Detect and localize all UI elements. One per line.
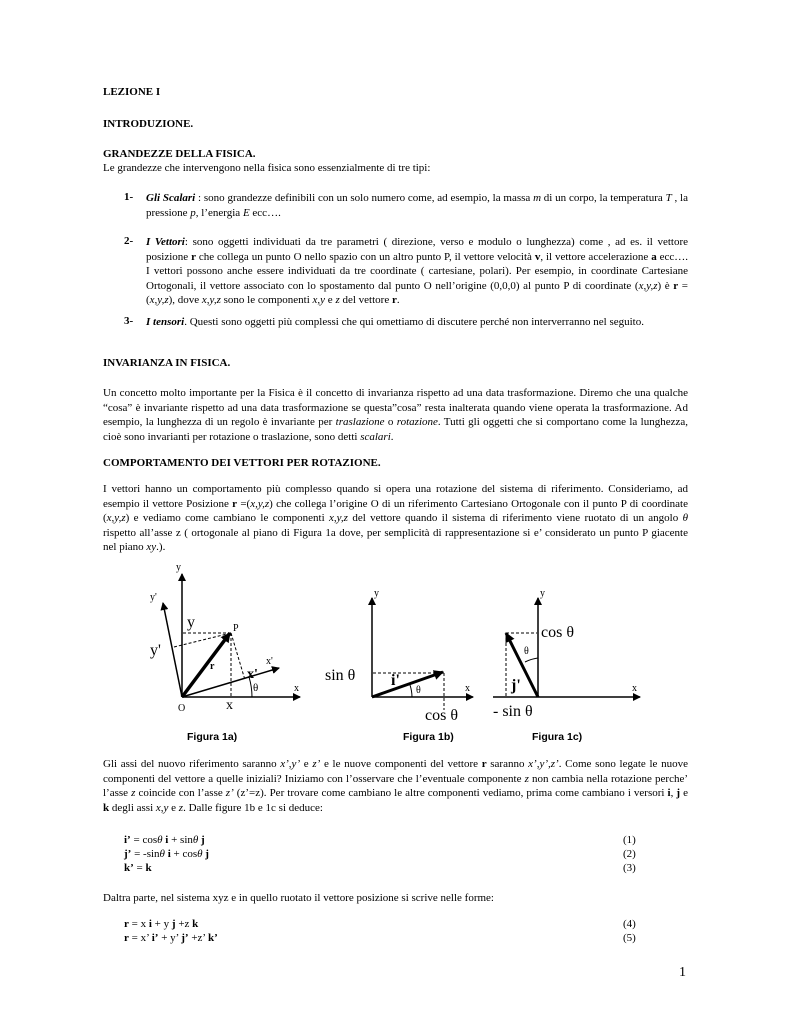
paragraph-rotazione: I vettori hanno un comportamento più complesso quando si opera una rotazione del sistema di riferimento. Consideriamo, ad esempio il vettore Posizione r =(x,y,z) che collega l’origine O di un riferimento Cartesiano Ortogonale con il punto P di coordinate (x,y,z) e vediamo come cambiano le componenti x,y,z del vettore quando il sistema di riferimento viene ruotato di un angolo θ rispetto all’asse z ( ortogonale al piano di Figura 1a dove, per semplicità di rappresentazione si e’ considerato un punto P giacente nel piano xy.). bbox=[103, 483, 689, 554]
intro-line: Le grandezze che intervengono nella fisica sono essenzialmente di tre tipi: bbox=[103, 162, 431, 174]
fig1a-theta-label: θ bbox=[253, 682, 259, 694]
equations-intro: Daltra parte, nel sistema xyz e in quello ruotato il vettore posizione si scrive nelle forme: bbox=[103, 892, 494, 904]
fig1b-x-axis-label: x bbox=[465, 683, 470, 694]
equation-1-number: (1) bbox=[623, 834, 636, 846]
paragraph-invarianza: Un concetto molto importante per la Fisica è il concetto di invarianza rispetto ad una data trasformazione. Diremo che una qualche “cosa” è invariante rispetto ad una data trasformazione se questa”cosa” resta inalterata quando viene operata la trasformazione. Ad esempio, la lunghezza di un regolo è invariante per traslazione o rotazione. Tutti gli oggetti che si comportano come la lunghezza, cioè sono invarianti per rotazione o traslazione, sono detti scalari. bbox=[103, 387, 689, 443]
fig1b-theta-arc bbox=[410, 685, 412, 697]
fig1c-x-axis-label: x bbox=[632, 683, 637, 694]
fig1a-y-prime-axis-label: y' bbox=[150, 592, 157, 603]
equation-2-number: (2) bbox=[623, 848, 636, 860]
fig1a-x-prime-axis-label: x' bbox=[266, 656, 273, 667]
fig1b-y-axis-label: y bbox=[374, 588, 379, 599]
fig1a-y-comp-label: y bbox=[187, 614, 195, 631]
heading-introduzione: INTRODUZIONE. bbox=[103, 118, 194, 130]
fig1a-y-prime-axis bbox=[163, 603, 182, 697]
fig1a-r-label: r bbox=[210, 661, 215, 672]
item-3-title: I tensori bbox=[146, 316, 185, 328]
equation-4-number: (4) bbox=[623, 918, 636, 930]
equation-4: r = x i + y j +z k bbox=[124, 918, 199, 930]
item-2-text: I Vettori: sono oggetti individuati da tre parametri ( direzione, verso e modulo o lunghezza) come , ad es. il vettore posizione r che collega un punto O nello spazio con un altro punto P, il vettore velocità v, il vettore accelerazione a ecc…. I vettori possono anche essere individuati da tre coordinate ( cartesiane, polari). Per esempio, in coordinate Cartesiane Ortogonali, il vettore associato con lo spostamento dal punto O nell’origine (0,0,0) al punto P di coordinate (x,y,z) è r =(x,y,z), dove x,y,z sono le componenti x,y e z del vettore r. bbox=[146, 236, 688, 307]
equation-5: r = x’ i’ + y’ j’ +z’ k’ bbox=[124, 932, 218, 944]
fig1a-O-label: O bbox=[178, 703, 186, 714]
fig1a-x-prime-comp-label: x' bbox=[247, 667, 258, 682]
heading-comportamento: COMPORTAMENTO DEI VETTORI PER ROTAZIONE. bbox=[103, 457, 381, 469]
fig1c-j-prime-label: j' bbox=[511, 677, 521, 694]
equation-3: k’ = k bbox=[124, 862, 152, 874]
fig1b-cos-label: cos θ bbox=[425, 707, 458, 724]
caption-fig-1a: Figura 1a) bbox=[187, 731, 238, 743]
figure-1c bbox=[493, 588, 640, 720]
fig1c-theta-label: θ bbox=[524, 646, 529, 657]
fig1b-theta-label: θ bbox=[416, 685, 421, 696]
item-1-number: 1- bbox=[124, 191, 134, 203]
fig1a-P-label: P bbox=[233, 623, 239, 634]
fig1a-x-prime-axis bbox=[182, 668, 279, 697]
heading-lezione: LEZIONE I bbox=[103, 86, 161, 98]
item-3-text: I tensori. Questi sono oggetti più complessi che qui omettiamo di discutere perché non interverranno nel seguito. bbox=[146, 316, 644, 328]
caption-fig-1b: Figura 1b) bbox=[403, 731, 454, 743]
fig1b-i-prime-vector bbox=[372, 672, 443, 697]
page-number: 1 bbox=[679, 965, 686, 980]
fig1c-theta-arc bbox=[525, 658, 538, 662]
fig1a-dash-xprime bbox=[231, 633, 245, 680]
item-2-number: 2- bbox=[124, 235, 134, 247]
item-1-text: Gli Scalari : sono grandezze definibili con un solo numero come, ad esempio, la massa m di un corpo, la temperatura T , la pressione p, l’energia E ecc…. bbox=[146, 192, 688, 219]
figure-1a bbox=[150, 562, 300, 714]
equation-1: i’ = cosθ i + sinθ j bbox=[124, 834, 205, 846]
fig1a-r-vector bbox=[182, 633, 230, 697]
fig1b-sin-label: sin θ bbox=[325, 667, 356, 684]
fig1a-y-axis-label: y bbox=[176, 562, 181, 573]
heading-grandezze: GRANDEZZE DELLA FISICA. bbox=[103, 148, 256, 160]
caption-fig-1c: Figura 1c) bbox=[532, 731, 583, 743]
paragraph-assi: Gli assi del nuovo riferimento saranno x’,y’ e z’ e le nuove componenti del vettore r saranno x’,y’,z’. Come sono legate le nuove componenti del vettore a quelle iniziali? Iniziamo con l’osservare che l’eventuale componente z non cambia nella rotazione perche’ l’asse z coincide con l’asse z’ (z’=z). Per trovare come cambiano le altre componenti vediamo, prima come cambiano i versori i, j e k degli assi x,y e z. Dalle figure 1b e 1c si deduce: bbox=[103, 758, 689, 814]
fig1c-cos-label: cos θ bbox=[541, 624, 574, 641]
fig1b-i-prime-label: i' bbox=[391, 672, 400, 689]
fig1a-x-axis-label: x bbox=[294, 683, 299, 694]
item-3-number: 3- bbox=[124, 315, 134, 327]
fig1c-y-axis-label: y bbox=[540, 588, 545, 599]
fig1c-neg-sin-label: - sin θ bbox=[493, 703, 533, 720]
fig1a-y-prime-comp-label: y' bbox=[150, 642, 161, 659]
figure-1b bbox=[325, 588, 473, 724]
item-1-title: Gli Scalari bbox=[146, 192, 196, 204]
equation-3-number: (3) bbox=[623, 862, 636, 874]
heading-invarianza: INVARIANZA IN FISICA. bbox=[103, 357, 231, 369]
equation-2: j’ = -sinθ i + cosθ j bbox=[124, 848, 209, 860]
fig1a-x-comp-label: x bbox=[226, 698, 233, 713]
equation-5-number: (5) bbox=[623, 932, 636, 944]
item-2-title: I Vettori bbox=[146, 236, 185, 248]
